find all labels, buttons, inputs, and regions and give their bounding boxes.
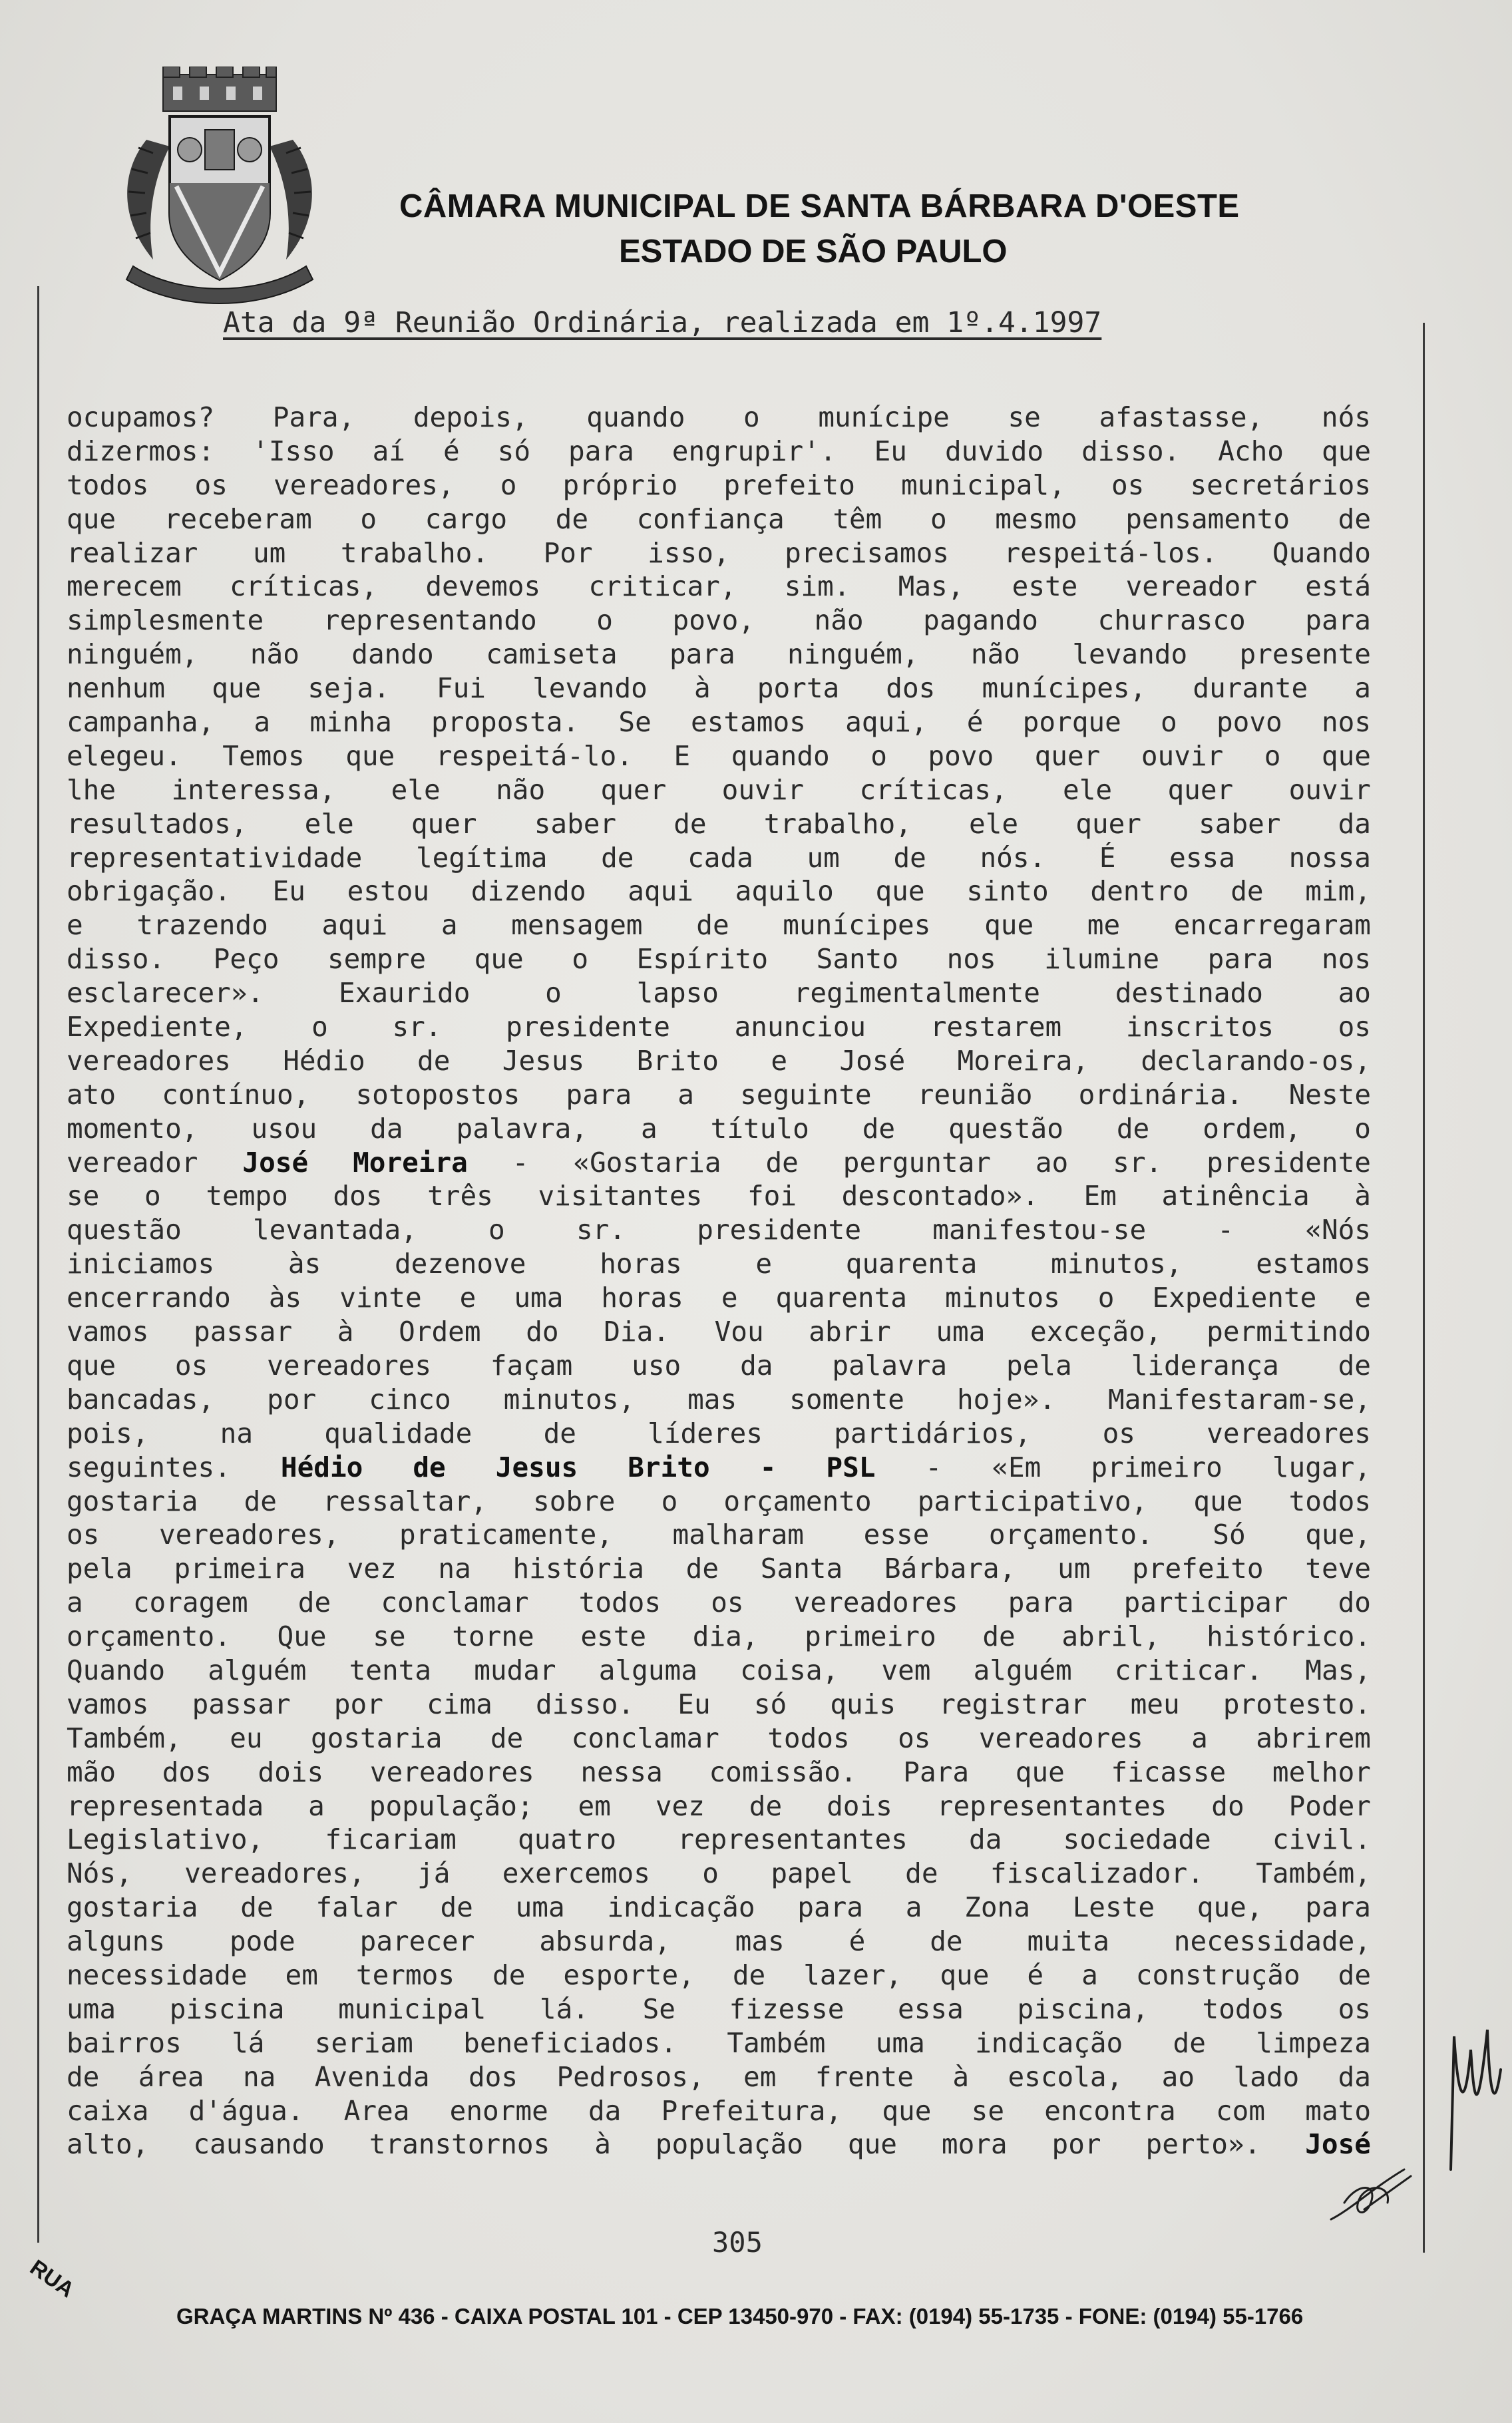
- text-segment: realizar um trabalho. Por isso, precisamos respeitá-los. Quando: [67, 536, 1371, 569]
- text-line: [67, 1958, 1371, 1992]
- text-segment: Também, eu gostaria de conclamar todos os vereadores a abrirem: [67, 1722, 1371, 1754]
- text-line: [67, 1485, 1371, 1519]
- text-line: [67, 1315, 1371, 1349]
- text-line: [67, 468, 1371, 502]
- text-line: [67, 1213, 1371, 1247]
- chamber-name-heading: CÂMARA MUNICIPAL DE SANTA BÁRBARA D'OESTE: [399, 188, 1240, 224]
- minutes-title: Ata da 9ª Reunião Ordinária, realizada em 1º.4.1997: [223, 306, 1102, 339]
- text-line: [67, 1451, 1371, 1485]
- text-line: [67, 1383, 1371, 1417]
- text-line: [67, 1823, 1371, 1857]
- text-line: [67, 705, 1371, 739]
- text-segment: Expediente, o sr. presidente anunciou restarem inscritos os: [67, 1011, 1371, 1043]
- text-line: [67, 435, 1371, 468]
- text-segment: iniciamos às dezenove horas e quarenta minutos, estamos: [67, 1248, 1371, 1280]
- text-line: [67, 2094, 1371, 2128]
- text-segment: simplesmente representando o povo, não pagando churrasco para: [67, 604, 1371, 637]
- text-segment: resultados, ele quer saber de trabalho, ele quer saber da: [67, 807, 1371, 840]
- text-line: [67, 1688, 1371, 1722]
- text-segment: alguns pode parecer absurda, mas é de muita necessidade,: [67, 1925, 1371, 1958]
- text-line: [67, 1891, 1371, 1925]
- text-segment: gostaria de ressaltar, sobre o orçamento participativo, que todos: [67, 1485, 1371, 1517]
- text-line: [67, 671, 1371, 705]
- text-segment: vereador: [67, 1146, 243, 1179]
- text-segment: necessidade em termos de esporte, de lazer, que é a construção de: [67, 1958, 1371, 1991]
- text-line: [67, 1112, 1371, 1146]
- text-segment: disso. Peço sempre que o Espírito Santo nos ilumine para nos: [67, 943, 1371, 976]
- left-margin-rule: [37, 286, 39, 2243]
- text-line: [67, 1146, 1371, 1180]
- margin-signature: [1437, 2010, 1504, 2176]
- text-line: [67, 1722, 1371, 1756]
- text-segment: e trazendo aqui a mensagem de munícipes que me encarregaram: [67, 909, 1371, 942]
- text-line: [67, 976, 1371, 1010]
- text-segment: encerrando às vinte e uma horas e quarenta minutos o Expediente e: [67, 1282, 1371, 1314]
- initials-signature: [1324, 2156, 1418, 2229]
- text-segment: representada a população; em vez de dois representantes do Poder: [67, 1789, 1371, 1822]
- text-line: [67, 604, 1371, 638]
- text-segment: a coragem de conclamar todos os vereadores para participar do: [67, 1586, 1371, 1619]
- text-line: [67, 1857, 1371, 1891]
- text-line: [67, 1349, 1371, 1383]
- text-line: [67, 1010, 1371, 1044]
- text-segment: todos os vereadores, o próprio prefeito municipal, os secretários: [67, 468, 1371, 501]
- text-segment: orçamento. Que se torne este dia, primeiro de abril, histórico.: [67, 1620, 1371, 1653]
- text-line: [67, 2060, 1371, 2094]
- text-line: [67, 570, 1371, 604]
- text-segment: representatividade legítima de cada um de nós. É essa nossa: [67, 841, 1371, 874]
- text-segment: questão levantada, o sr. presidente manifestou-se - «Nós: [67, 1214, 1371, 1246]
- footer-street-prefix: [25, 2255, 88, 2303]
- text-line: [67, 502, 1371, 536]
- text-segment: esclarecer». Exaurido o lapso regimentalmente destinado ao: [67, 977, 1371, 1010]
- text-segment: vamos passar por cima disso. Eu só quis registrar meu protesto.: [67, 1688, 1371, 1720]
- text-segment: caixa d'água. Area enorme da Prefeitura, que se encontra com mato: [67, 2094, 1371, 2127]
- right-margin-rule: [1423, 323, 1425, 2253]
- text-segment: lhe interessa, ele não quer ouvir críticas, ele quer ouvir: [67, 773, 1371, 806]
- text-segment: seguintes.: [67, 1451, 281, 1483]
- text-segment: que os vereadores façam uso da palavra pela liderança de: [67, 1349, 1371, 1382]
- text-line: [67, 1417, 1371, 1451]
- footer-address: GRAÇA MARTINS Nº 436 - CAIXA POSTAL 101 - CEP 13450-970 - FAX: (0194) 55-1735 - FONE: (0194) 55-1766: [176, 2304, 1304, 2329]
- text-segment: ninguém, não dando camiseta para ninguém, não levando presente: [67, 638, 1371, 671]
- text-line: [67, 1552, 1371, 1586]
- text-line: [67, 1078, 1371, 1112]
- page-number: 305: [712, 2226, 763, 2259]
- text-line: [67, 1654, 1371, 1688]
- text-segment: Nós, vereadores, já exercemos o papel de fiscalizador. Também,: [67, 1857, 1371, 1890]
- text-line: [67, 942, 1371, 976]
- text-segment: nenhum que seja. Fui levando à porta dos munícipes, durante a: [67, 672, 1371, 705]
- footer-street-prefix-text: RUA: [25, 2255, 79, 2303]
- speaker-name: José: [1305, 2128, 1371, 2161]
- minutes-body-text: [67, 401, 1371, 2161]
- text-line: [67, 401, 1371, 435]
- speaker-name: Hédio de Jesus Brito - PSL: [280, 1451, 876, 1483]
- text-segment: Quando alguém tenta mudar alguma coisa, vem alguém criticar. Mas,: [67, 1654, 1371, 1686]
- text-line: [67, 536, 1371, 570]
- text-line: [67, 1179, 1371, 1213]
- text-segment: campanha, a minha proposta. Se estamos aqui, é porque o povo nos: [67, 706, 1371, 739]
- text-line: [67, 1789, 1371, 1823]
- text-segment: bairros lá seriam beneficiados. Também uma indicação de limpeza: [67, 2026, 1371, 2059]
- text-line: [67, 807, 1371, 841]
- text-line: [67, 1247, 1371, 1281]
- text-segment: alto, causando transtornos à população que mora por perto».: [67, 2128, 1306, 2161]
- text-line: [67, 2128, 1371, 2161]
- text-line: [67, 1756, 1371, 1789]
- text-line: [67, 874, 1371, 908]
- text-line: [67, 739, 1371, 773]
- text-segment: merecem críticas, devemos criticar, sim. Mas, este vereador está: [67, 570, 1371, 603]
- text-segment: mão dos dois vereadores nessa comissão. Para que ficasse melhor: [67, 1756, 1371, 1788]
- text-segment: gostaria de falar de uma indicação para a Zona Leste que, para: [67, 1891, 1371, 1924]
- text-segment: - «Gostaria de perguntar ao sr. presidente: [467, 1146, 1371, 1179]
- text-segment: se o tempo dos três visitantes foi descontado». Em atinência à: [67, 1180, 1371, 1212]
- text-segment: vamos passar à Ordem do Dia. Vou abrir uma exceção, permitindo: [67, 1316, 1371, 1348]
- text-segment: uma piscina municipal lá. Se fizesse essa piscina, todos os: [67, 1992, 1371, 2025]
- text-segment: ocupamos? Para, depois, quando o munícipe se afastasse, nós: [67, 401, 1371, 433]
- text-segment: os vereadores, praticamente, malharam esse orçamento. Só que,: [67, 1519, 1371, 1551]
- text-line: [67, 1281, 1371, 1315]
- text-segment: que receberam o cargo de confiança têm o mesmo pensamento de: [67, 502, 1371, 535]
- text-segment: Legislativo, ficariam quatro representantes da sociedade civil.: [67, 1823, 1371, 1856]
- text-line: [67, 2026, 1371, 2060]
- text-segment: bancadas, por cinco minutos, mas somente hoje». Manifestaram-se,: [67, 1383, 1371, 1415]
- text-line: [67, 841, 1371, 875]
- text-line: [67, 1044, 1371, 1078]
- text-line: [67, 638, 1371, 671]
- text-line: [67, 1992, 1371, 2026]
- text-segment: momento, usou da palavra, a título de questão de ordem, o: [67, 1112, 1371, 1145]
- text-segment: elegeu. Temos que respeitá-lo. E quando o povo quer ouvir o que: [67, 739, 1371, 772]
- text-line: [67, 1518, 1371, 1552]
- state-name-heading: ESTADO DE SÃO PAULO: [619, 234, 1008, 270]
- text-line: [67, 908, 1371, 942]
- text-line: [67, 1925, 1371, 1958]
- coat-of-arms-emblem: [106, 67, 333, 313]
- text-segment: pela primeira vez na história de Santa Bárbara, um prefeito teve: [67, 1553, 1371, 1585]
- text-segment: ato contínuo, sotopostos para a seguinte reunião ordinária. Neste: [67, 1078, 1371, 1111]
- speaker-name: José Moreira: [242, 1146, 468, 1179]
- text-line: [67, 773, 1371, 807]
- text-line: [67, 1586, 1371, 1620]
- text-line: [67, 1620, 1371, 1654]
- text-segment: obrigação. Eu estou dizendo aqui aquilo que sinto dentro de mim,: [67, 875, 1371, 908]
- text-segment: dizermos: 'Isso aí é só para engrupir'. Eu duvido disso. Acho que: [67, 435, 1371, 467]
- text-segment: - «Em primeiro lugar,: [875, 1451, 1371, 1483]
- text-segment: pois, na qualidade de líderes partidários, os vereadores: [67, 1417, 1371, 1449]
- text-segment: vereadores Hédio de Jesus Brito e José Moreira, declarando-os,: [67, 1044, 1371, 1077]
- text-segment: de área na Avenida dos Pedrosos, em frente à escola, ao lado da: [67, 2060, 1371, 2093]
